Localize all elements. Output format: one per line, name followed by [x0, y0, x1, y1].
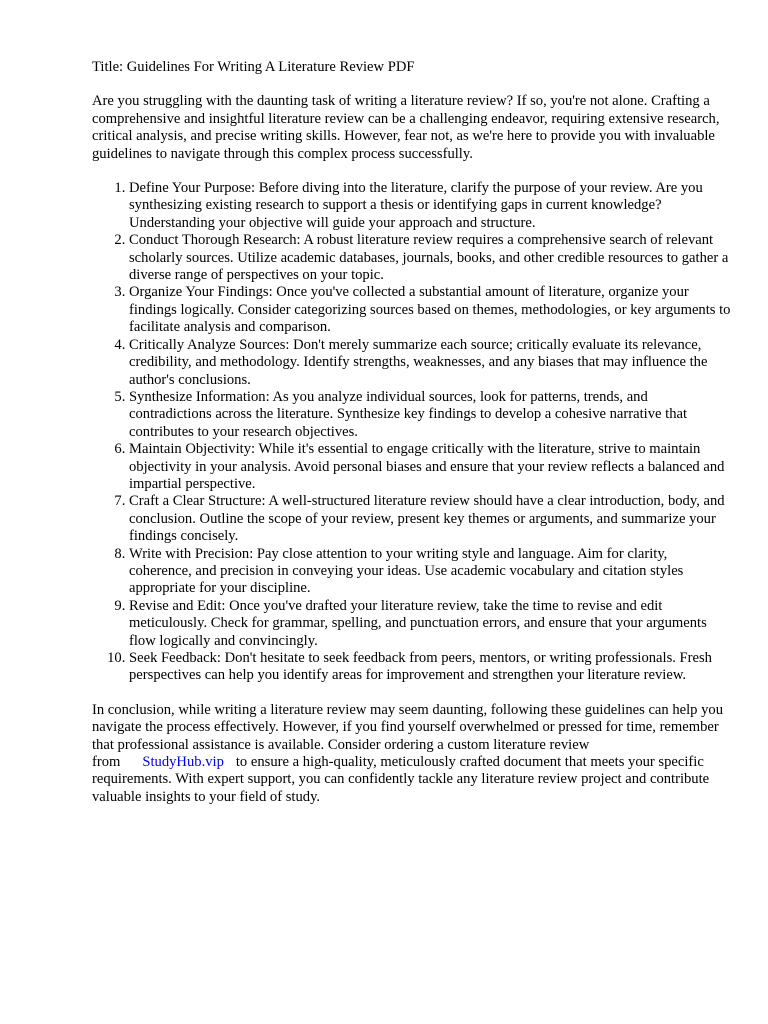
list-item: 9. Revise and Edit: Once you've drafted your literature review, take the time to revise and edit meticulously. Check for grammar, spelling, and punctuation errors, and ensure that your arguments flow logically and convincingly.: [129, 598, 732, 650]
list-item: 3. Organize Your Findings: Once you've collected a substantial amount of literature, organize your findings logically. Consider categorizing sources based on themes, methodologies, or key arguments to facilitate analysis and comparison.: [129, 284, 732, 336]
studyhub-link[interactable]: StudyHub.vip: [142, 754, 224, 771]
list-item: 7. Craft a Clear Structure: A well-structured literature review should have a clear introduction, body, and conclusion. Outline the scope of your review, present key themes or arguments, and summarize your findings concisely.: [129, 493, 732, 545]
list-item: 4. Critically Analyze Sources: Don't merely summarize each source; critically evaluate its relevance, credibility, and methodology. Identify strengths, weaknesses, and any biases that may influence the author's conclusions.: [129, 337, 732, 389]
list-item: 2. Conduct Thorough Research: A robust literature review requires a comprehensive search of relevant scholarly sources. Utilize academic databases, journals, books, and other credible resources to gather a diverse range of perspectives on your topic.: [129, 232, 732, 284]
list-item: 1. Define Your Purpose: Before diving into the literature, clarify the purpose of your review. Are you synthesizing existing research to support a thesis or identifying gaps in current knowledge? Understanding your objective will guide your approach and structure.: [129, 180, 732, 232]
conclusion-paragraph: [92, 702, 732, 806]
list-item: 8. Write with Precision: Pay close attention to your writing style and language. Aim for clarity, coherence, and precision in conveying your ideas. Use academic vocabulary and citation styles appropriate for your discipline.: [129, 546, 732, 598]
guidelines-list: [92, 180, 732, 685]
list-item: 6. Maintain Objectivity: While it's essential to engage critically with the literature, strive to maintain objectivity in your analysis. Avoid personal biases and ensure that your review reflects a balanced and impartial perspective.: [129, 441, 732, 493]
intro-paragraph: Are you struggling with the daunting task of writing a literature review? If so, you're not alone. Crafting a comprehensive and insightful literature review can be a challenging endeavor, requiring extensive research, critical analysis, and precise writing skills. However, fear not, as we're here to provide you with invaluable guidelines to navigate through this complex process successfully.: [92, 93, 720, 162]
conclusion-text-after: to ensure a high-quality, meticulously crafted document that meets your specific requirements. With expert support, you can confidently tackle any literature review project and contribute valuable insights to your field of study.: [92, 754, 710, 805]
list-item: 10. Seek Feedback: Don't hesitate to seek feedback from peers, mentors, or writing professionals. Fresh perspectives can help you identify areas for improvement and strengthen your literature review.: [129, 650, 732, 685]
conclusion-text-before: In conclusion, while writing a literature review may seem daunting, following these guidelines can help you navigate the process effectively. However, if you find yourself overwhelmed or pressed for time, remember that professional assistance is available. Consider ordering a custom literature review from: [92, 701, 724, 771]
document-title: Title: Guidelines For Writing A Literature Review PDF: [92, 59, 415, 75]
document-page: [92, 59, 732, 806]
list-item: 5. Synthesize Information: As you analyze individual sources, look for patterns, trends, and contradictions across the literature. Synthesize key findings to develop a cohesive narrative that contributes to your research objectives.: [129, 389, 732, 441]
